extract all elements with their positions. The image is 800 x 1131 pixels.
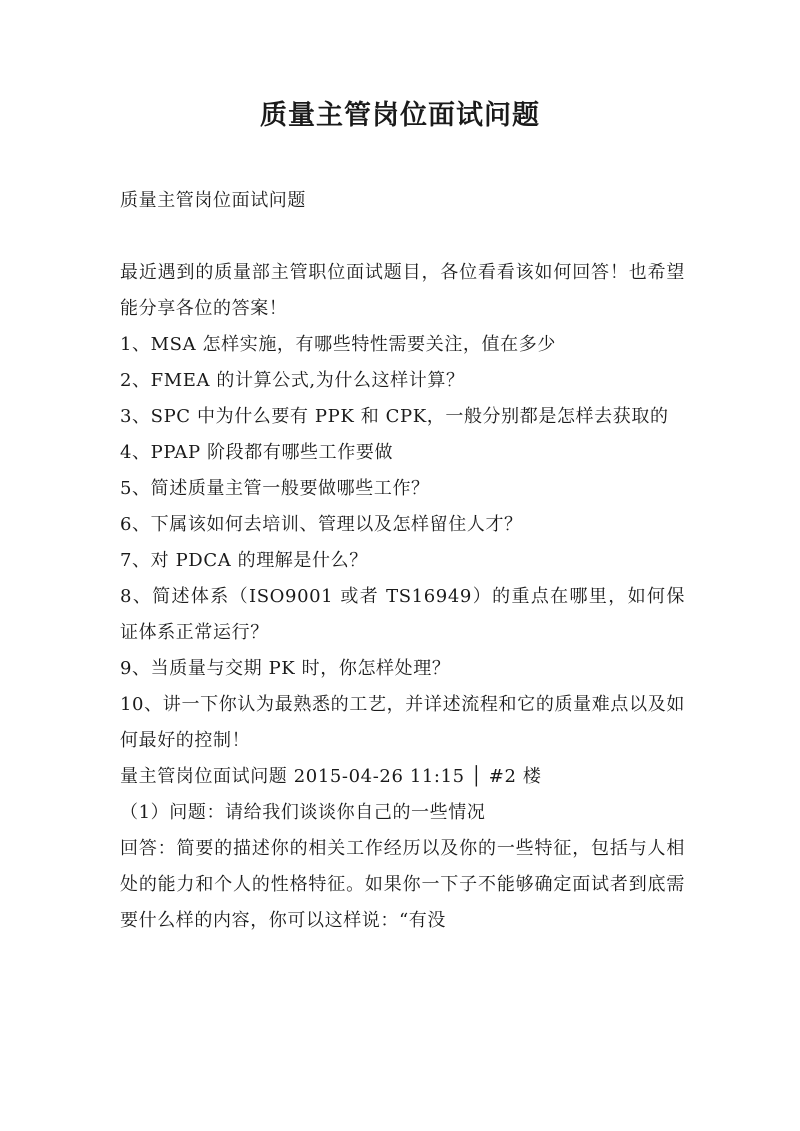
qa-question: （1）问题：请给我们谈谈你自己的一些情况: [120, 802, 486, 823]
question-8: 8、简述体系（ISO9001 或者 TS16949）的重点在哪里，如何保证体系正常运行？: [120, 586, 685, 643]
qa-answer: 回答：简要的描述你的相关工作经历以及你的一些特征，包括与人相处的能力和个人的性格特征。如果你一下子不能够确定面试者到底需要什么样的内容，你可以这样说：“有没: [120, 838, 685, 931]
document-body: [120, 183, 685, 939]
document-subtitle: 质量主管岗位面试问题: [120, 190, 306, 211]
question-10: 10、讲一下你认为最熟悉的工艺，并详述流程和它的质量难点以及如何最好的控制！: [120, 694, 685, 751]
intro-paragraph: 最近遇到的质量部主管职位面试题目，各位看看该如何回答！也希望能分享各位的答案！: [120, 262, 685, 319]
question-9: 9、当质量与交期 PK 时，你怎样处理？: [120, 658, 451, 679]
question-3: 3、SPC 中为什么要有 PPK 和 CPK，一般分别都是怎样去获取的: [120, 406, 669, 427]
question-1: 1、MSA 怎样实施，有哪些特性需要关注，值在多少: [120, 334, 556, 355]
document-title: 质量主管岗位面试问题: [260, 100, 540, 131]
question-2: 2、FMEA 的计算公式,为什么这样计算？: [120, 370, 465, 391]
blank-line: [120, 219, 685, 255]
question-4: 4、PPAP 阶段都有哪些工作要做: [120, 442, 394, 463]
question-7: 7、对 PDCA 的理解是什么？: [120, 550, 368, 571]
question-5: 5、简述质量主管一般要做哪些工作？: [120, 478, 430, 499]
question-6: 6、下属该如何去培训、管理以及怎样留住人才？: [120, 514, 523, 535]
post-meta: 量主管岗位面试问题 2015-04-26 11:15 │ #2 楼: [120, 766, 542, 787]
